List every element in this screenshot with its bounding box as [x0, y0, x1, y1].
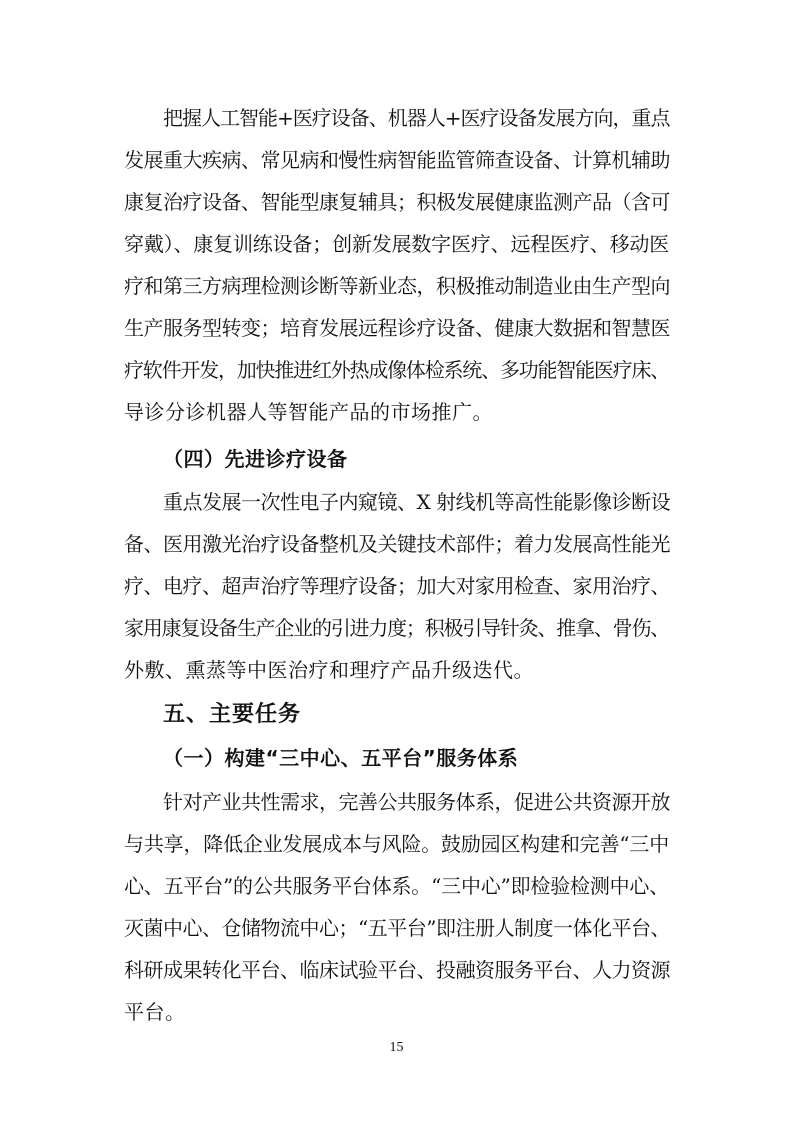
- paragraph-line: 疗软件开发，加快推进红外热成像体检系统、多功能智能医疗床、: [124, 358, 669, 382]
- paragraph-line: 疗和第三方病理检测诊断等新业态，积极推动制造业由生产型向: [124, 274, 670, 298]
- paragraph-line: 康复治疗设备、智能型康复辅具；积极发展健康监测产品（含可: [124, 190, 670, 214]
- paragraph-line: 科研成果转化平台、临床试验平台、投融资服务平台、人力资源: [124, 958, 670, 982]
- paragraph-line: 灭菌中心、仓储物流中心；“五平台”即注册人制度一体化平台、: [124, 916, 670, 940]
- paragraph-line: 重点发展一次性电子内窥镜、X 射线机等高性能影像诊断设: [163, 490, 671, 514]
- paragraph-line: 针对产业共性需求，完善公共服务体系，促进公共资源开放: [163, 790, 670, 814]
- paragraph-line: 生产服务型转变；培育发展远程诊疗设备、健康大数据和智慧医: [124, 316, 670, 340]
- paragraph-line: 发展重大疾病、常见病和慢性病智能监管筛查设备、计算机辅助: [124, 148, 670, 172]
- page-number: 15: [389, 1040, 404, 1055]
- paragraph-line: 与共享，降低企业发展成本与风险。鼓励园区构建和完善“三中: [124, 832, 669, 856]
- chapter-heading-main-tasks: 五、主要任务: [163, 702, 302, 727]
- section-heading-service-system: （一）构建“三中心、五平台”服务体系: [163, 746, 519, 770]
- paragraph-line: 家用康复设备生产企业的引进力度；积极引导针灸、推拿、骨伤、: [124, 616, 669, 640]
- paragraph-line: 平台。: [124, 1000, 186, 1024]
- paragraph-line: 把握人工智能+医疗设备、机器人+医疗设备发展方向，重点: [163, 106, 670, 130]
- paragraph-line: 导诊分诊机器人等智能产品的市场推广。: [124, 400, 493, 424]
- paragraph-line: 心、五平台”的公共服务平台体系。“三中心”即检验检测中心、: [124, 874, 669, 898]
- paragraph-line: 疗、电疗、超声治疗等理疗设备；加大对家用检查、家用治疗、: [124, 574, 670, 598]
- paragraph-line: 外敷、熏蒸等中医治疗和理疗产品升级迭代。: [124, 658, 534, 682]
- paragraph-line: 备、医用激光治疗设备整机及关键技术部件；着力发展高性能光: [124, 532, 670, 556]
- section-heading-advanced-diagnostic-equipment: （四）先进诊疗设备: [163, 447, 348, 471]
- paragraph-line: 穿戴）、康复训练设备；创新发展数字医疗、远程医疗、移动医: [124, 232, 669, 256]
